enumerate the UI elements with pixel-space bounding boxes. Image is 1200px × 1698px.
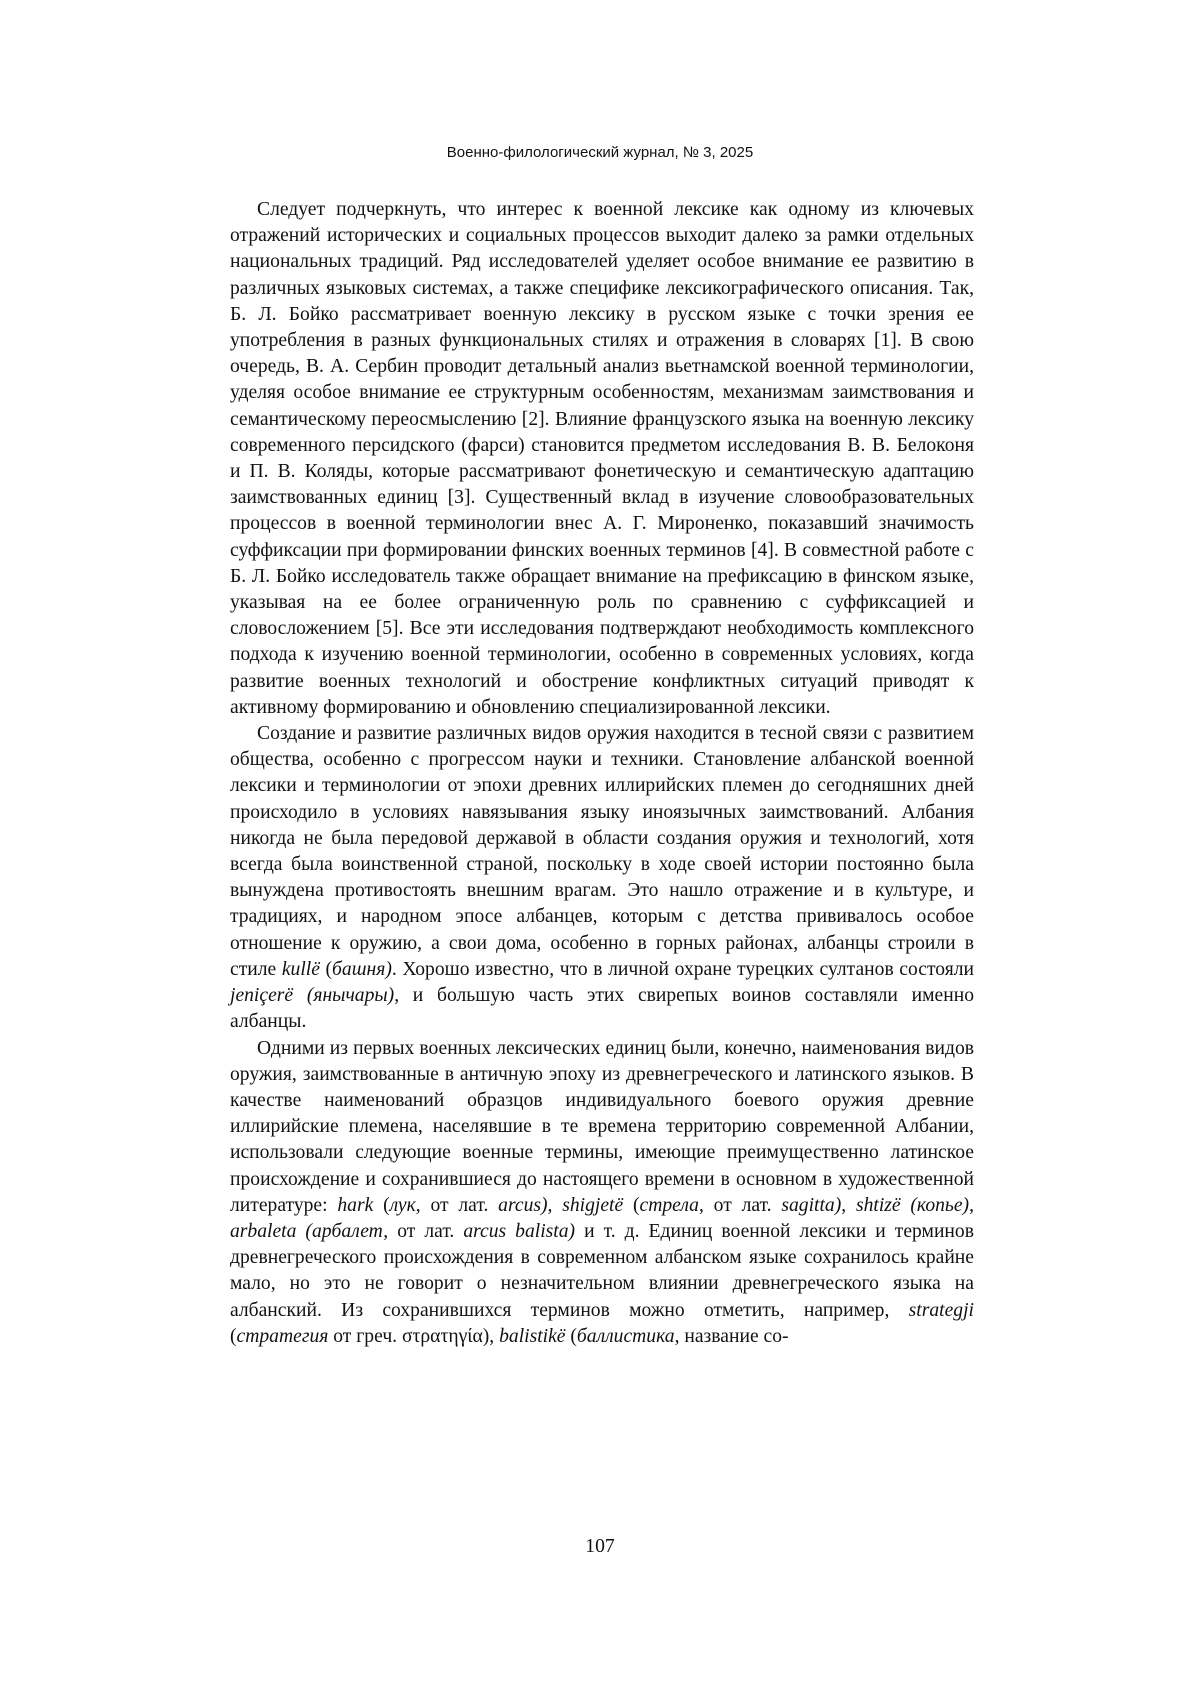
paragraph-2: [230, 721, 974, 1035]
article-body: [230, 197, 974, 1350]
italic-term: баллистика: [576, 1325, 675, 1347]
italic-term: shtizë (копье): [855, 1194, 970, 1216]
text-run: ,: [969, 1194, 974, 1216]
text-run: , от лат.: [698, 1194, 782, 1216]
italic-term: sagitta): [781, 1194, 842, 1216]
text-run: , название со-: [674, 1325, 789, 1347]
text-run: от греч. στρατηγία),: [328, 1325, 500, 1347]
text-run: ,: [547, 1194, 563, 1216]
text-run: Одними из первых военных лексических единиц были, конечно, наименования видов оружия, заимствованные в античную эпоху из древнегреческого и латинского языков. В качестве наименований образцов индивидуального боевого оружия древние иллирийские племена, населявшие в те времена территорию современной Албании, использовали следующие военные термины, имеющие преимущественно латинское происхождение и сохранившиеся до настоящего времени в основном в художественной литературе:: [230, 1037, 974, 1216]
italic-term: arcus balista): [463, 1220, 576, 1242]
italic-term: arbaleta (арбалет,: [230, 1220, 389, 1242]
text-run: от лат.: [388, 1220, 464, 1242]
text-run: Создание и развитие различных видов оружия находится в тесной связи с развитием общества, особенно с прогрессом науки и техники. Становление албанской военной лексики и терминологии от эпохи древних иллирийских племен до сегодняшних дней происходило в условиях навязывания языку иноязычных заимствований. Албания никогда не была передовой державой в области создания оружия и технологий, хотя всегда была воинственной страной, поскольку в ходе своей истории постоянно была вынуждена противостоять внешним врагам. Это нашло отражение и в культуре, и традициях, и народном эпосе албанцев, которым с детства прививалось особое отношение к оружию, а свои дома, особенно в горных районах, албанцы строили в стиле: [230, 723, 974, 980]
paragraph-3: [230, 1036, 974, 1350]
italic-term: strategji: [908, 1299, 974, 1321]
italic-term: arcus): [498, 1194, 548, 1216]
italic-term: лук,: [389, 1194, 421, 1216]
text-run: (: [623, 1194, 640, 1216]
text-run: Следует подчеркнуть, что интерес к военной лексике как одному из ключевых отражений исторических и социальных процессов выходит далеко за рамки отдельных национальных традиций. Ряд исследователей уделяет особое внимание ее развитию в различных языковых системах, а также специфике лексикографического описания. Так, Б. Л. Бойко рассматривает военную лексику в русском языке с точки зрения ее употребления в разных функциональных стилях и отражения в словарях [1]. В свою очередь, В. А. Сербин проводит детальный анализ вьетнамской военной терминологии, уделяя особое внимание ее структурным особенностям, механизмам заимствования и семантическому переосмыслению [2]. Влияние французского языка на военную лексику современного персидского (фарси) становится предметом исследования В. В. Белоконя и П. В. Коляды, которые рассматривают фонетическую и семантическую адаптацию заимствованных единиц [3]. Существенный вклад в изучение словообразовательных процессов в военной терминологии внес А. Г. Мироненко, показавший значимость суффиксации при формировании финских военных терминов [4]. В совместной работе с Б. Л. Бойко исследователь также обращает внимание на префиксацию в финском языке, указывая на ее более ограниченную роль по сравнению с суффиксацией и словосложением [5]. Все эти исследования подтверждают необходимость комплексного подхода к изучению военной терминологии, особенно в современных условиях, когда развитие военных технологий и обострение конфликтных ситуаций приводят к активному формированию и обновлению специализированной лексики.: [230, 199, 974, 718]
italic-term: jeniçerë (янычары): [230, 985, 395, 1007]
text-run: (: [319, 958, 333, 980]
italic-term: башня): [332, 958, 392, 980]
text-run: от лат.: [420, 1194, 499, 1216]
text-run: . Хорошо известно, что в личной охране турецких султанов состояли: [391, 958, 974, 980]
running-header: Военно-филологический журнал, № 3, 2025: [446, 144, 754, 161]
page-number: 107: [585, 1536, 615, 1557]
text-run: (: [565, 1325, 577, 1347]
italic-term: стрела: [639, 1194, 699, 1216]
italic-term: hark: [337, 1194, 374, 1216]
italic-term: стратегия: [236, 1325, 329, 1347]
italic-term: balistikë: [499, 1325, 566, 1347]
paragraph-1: [230, 197, 974, 721]
text-run: и т. д. Единиц военной лексики и терминов древнегреческого происхождения в современном албанском языке сохранилось крайне мало, но это не говорит о незначительном влиянии древнегреческого языка на албанский. Из сохранившихся терминов можно отметить, например,: [230, 1220, 974, 1321]
text-run: ,: [841, 1194, 856, 1216]
italic-term: kullë: [281, 958, 320, 980]
italic-term: shigjetë: [562, 1194, 624, 1216]
text-run: , и большую часть этих свирепых воинов составляли именно албанцы.: [230, 985, 974, 1033]
text-run: (: [230, 1325, 237, 1347]
text-run: (: [373, 1194, 390, 1216]
